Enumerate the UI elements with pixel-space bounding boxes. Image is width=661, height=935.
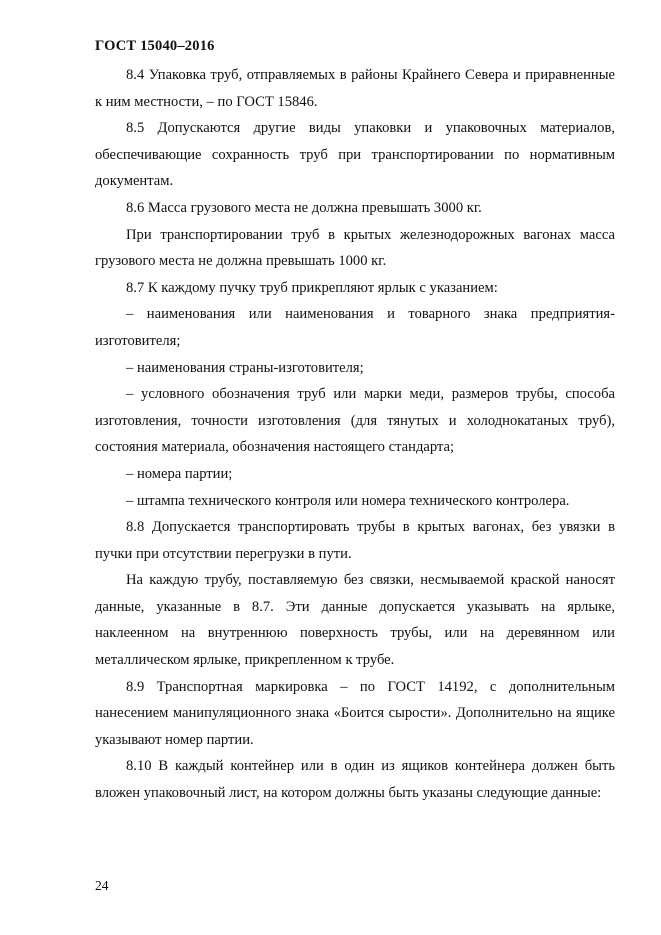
paragraph-8-4: 8.4 Упаковка труб, отправляемых в районы Крайнего Севера и приравненные к ним местности, – по ГОСТ 15846. [95,67,615,110]
paragraph-8-6: 8.6 Масса грузового места не должна превышать 3000 кг. [126,199,482,216]
paragraph-8-8-cont: На каждую трубу, поставляемую без связки, несмываемой краской наносят данные, указанные в 8.7. Эти данные допускается указывать на ярлыке, наклеенном на внутреннюю поверхность трубы, или на деревянном или металлическом ярлыке, прикрепленном к трубе. [95,572,615,669]
paragraph-8-6-cont: При транспортировании труб в крытых железнодорожных вагонах масса грузового места не должна превышать 1000 кг. [95,226,615,270]
paragraph-8-7: 8.7 К каждому пучку труб прикрепляют ярлык с указанием: [126,279,498,296]
list-item: – наименования страны-изготовителя; [126,359,364,376]
paragraph-8-8: 8.8 Допускается транспортировать трубы в крытых вагонах, без увязки в пучки при отсутствии перегрузки в пути. [95,519,615,562]
paragraph-8-9: 8.9 Транспортная маркировка – по ГОСТ 14192, с дополнительным нанесением манипуляционного знака «Боится сырости». Дополнительно на ящике указывают номер партии. [95,678,615,748]
document-body [95,62,615,807]
list-item: – штампа технического контроля или номера технического контролера. [126,492,570,509]
document-header: ГОСТ 15040–2016 [95,38,215,54]
list-item: – наименования или наименования и товарного знака предприятия-изготовителя; [95,306,615,349]
paragraph-8-5: 8.5 Допускаются другие виды упаковки и упаковочных материалов, обеспечивающие сохранность труб при транспортировании по нормативным документам. [95,120,615,190]
list-item: – номера партии; [126,465,233,482]
list-item: – условного обозначения труб или марки меди, размеров трубы, способа изготовления, точности изготовления (для тянутых и холоднокатаных труб), состояния материала, обозначения настоящего стандарта; [95,386,615,456]
page-number: 24 [95,878,109,893]
paragraph-8-10: 8.10 В каждый контейнер или в один из ящиков контейнера должен быть вложен упаковочный лист, на котором должны быть указаны следующие данные: [95,758,615,802]
